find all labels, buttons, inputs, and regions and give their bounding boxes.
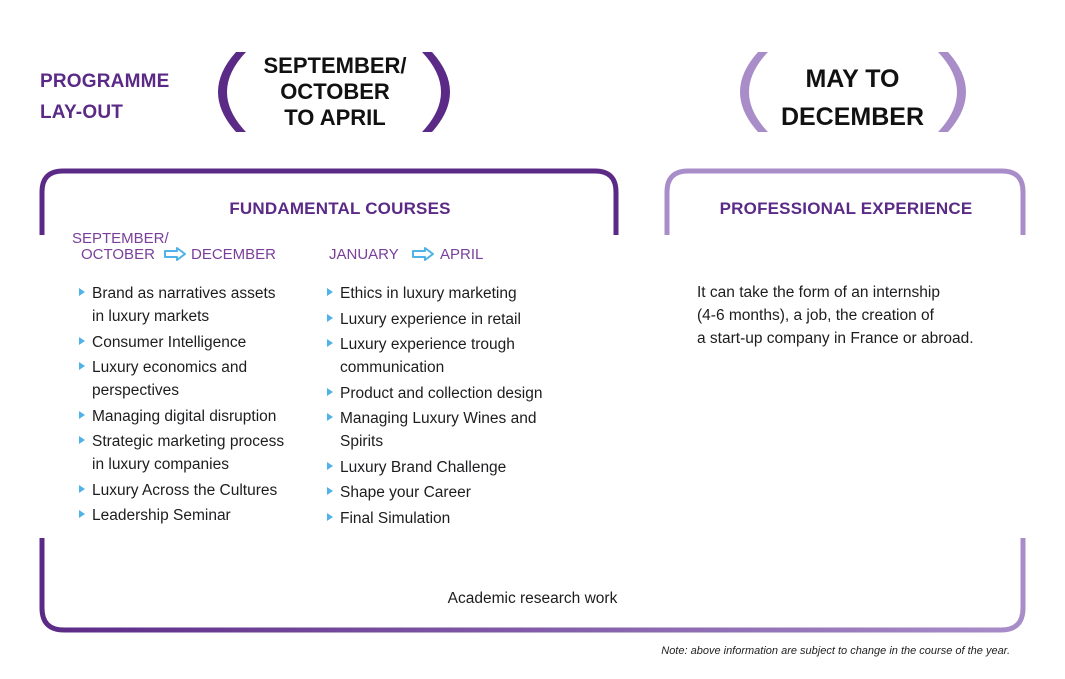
list-item (79, 405, 319, 428)
period-first-line1: SEPTEMBER/ (263, 53, 407, 78)
bullet-triangle-icon (79, 362, 85, 370)
list-item-line1: Luxury economics and (92, 359, 248, 376)
bullet-triangle-icon (327, 462, 333, 470)
bullet-triangle-icon (327, 487, 333, 495)
bullet-triangle-icon (327, 388, 333, 396)
course-list-a (79, 282, 319, 530)
list-item (327, 481, 577, 504)
professional-text-line1: It can take the form of an internship (697, 284, 940, 301)
list-item-line1: Luxury experience trough (340, 336, 515, 353)
course-list-b (327, 282, 577, 532)
list-item (327, 382, 577, 405)
list-item-line1: Leadership Seminar (92, 507, 231, 524)
bullet-triangle-icon (79, 510, 85, 518)
list-item (327, 456, 577, 479)
bullet-triangle-icon (79, 288, 85, 296)
bullet-triangle-icon (327, 288, 333, 296)
list-item (327, 507, 577, 530)
list-item (79, 282, 319, 328)
professional-text-line2: (4-6 months), a job, the creation of (697, 307, 934, 324)
bullet-triangle-icon (327, 339, 333, 347)
professional-heading: PROFESSIONAL EXPERIENCE (719, 199, 973, 218)
list-item-line1: Brand as narratives assets (92, 285, 276, 302)
bullet-triangle-icon (79, 485, 85, 493)
list-item-line1: Strategic marketing process (92, 433, 285, 450)
list-item (327, 333, 577, 379)
bullet-triangle-icon (327, 513, 333, 521)
bullet-triangle-icon (327, 413, 333, 421)
list-item (79, 430, 319, 476)
bullet-triangle-icon (79, 436, 85, 444)
list-item-line1: Shape your Career (340, 484, 471, 501)
period-first-line2: OCTOBER (280, 79, 390, 104)
professional-text-line3: a start-up company in France or abroad. (697, 330, 974, 347)
right-bracket-icon (422, 52, 450, 132)
list-item-line1: Luxury Across the Cultures (92, 481, 278, 499)
list-item-line1: Luxury experience in retail (340, 310, 521, 328)
list-item (79, 356, 319, 402)
professional-description (697, 281, 1017, 350)
bottom-box (42, 538, 1023, 630)
period-second (765, 60, 940, 136)
list-item-line2: communication (340, 359, 445, 376)
list-item-line2: Spirits (340, 433, 384, 450)
left-bracket-icon (218, 52, 246, 132)
list-item (327, 308, 577, 331)
arrow-right-icon (164, 247, 186, 261)
col-b-from: JANUARY (329, 246, 399, 263)
list-item-line1: Ethics in luxury marketing (340, 285, 517, 302)
list-item-line1: Product and collection design (340, 384, 543, 402)
footnote: Note: above information are subject to change in the course of the year. (661, 645, 1010, 657)
list-item-line2: in luxury companies (92, 456, 229, 473)
list-item (327, 282, 577, 305)
col-a-from-line1: SEPTEMBER/ (72, 230, 169, 247)
list-item-line1: Final Simulation (340, 509, 451, 527)
right-bracket-icon (938, 52, 966, 132)
programme-title-line1: PROGRAMME (40, 71, 170, 92)
list-item-line1: Luxury Brand Challenge (340, 458, 507, 476)
list-item (79, 331, 319, 354)
period-first-line3: TO APRIL (284, 105, 386, 130)
list-item-line1: Consumer Intelligence (92, 333, 247, 351)
left-bracket-icon (740, 52, 768, 132)
list-item-line2: in luxury markets (92, 308, 210, 325)
list-item-line2: perspectives (92, 382, 180, 399)
bullet-triangle-icon (79, 337, 85, 345)
period-first (250, 53, 420, 131)
col-a-from-line2: OCTOBER (81, 246, 155, 263)
programme-title (40, 66, 210, 128)
period-second-line1: MAY TO (805, 65, 900, 93)
list-item-line1: Managing Luxury Wines and (340, 410, 537, 427)
arrow-right-icon (412, 247, 434, 261)
list-item (327, 407, 577, 453)
programme-title-line2: LAY-OUT (40, 102, 124, 123)
bullet-triangle-icon (327, 314, 333, 322)
bullet-triangle-icon (79, 411, 85, 419)
col-b-to: APRIL (440, 246, 484, 263)
research-label: Academic research work (447, 590, 618, 607)
list-item-line1: Managing digital disruption (92, 407, 277, 425)
col-a-to: DECEMBER (191, 246, 277, 263)
fundamental-heading: FUNDAMENTAL COURSES (229, 199, 451, 218)
period-second-line2: DECEMBER (780, 103, 925, 131)
list-item (79, 504, 319, 527)
list-item (79, 479, 319, 502)
